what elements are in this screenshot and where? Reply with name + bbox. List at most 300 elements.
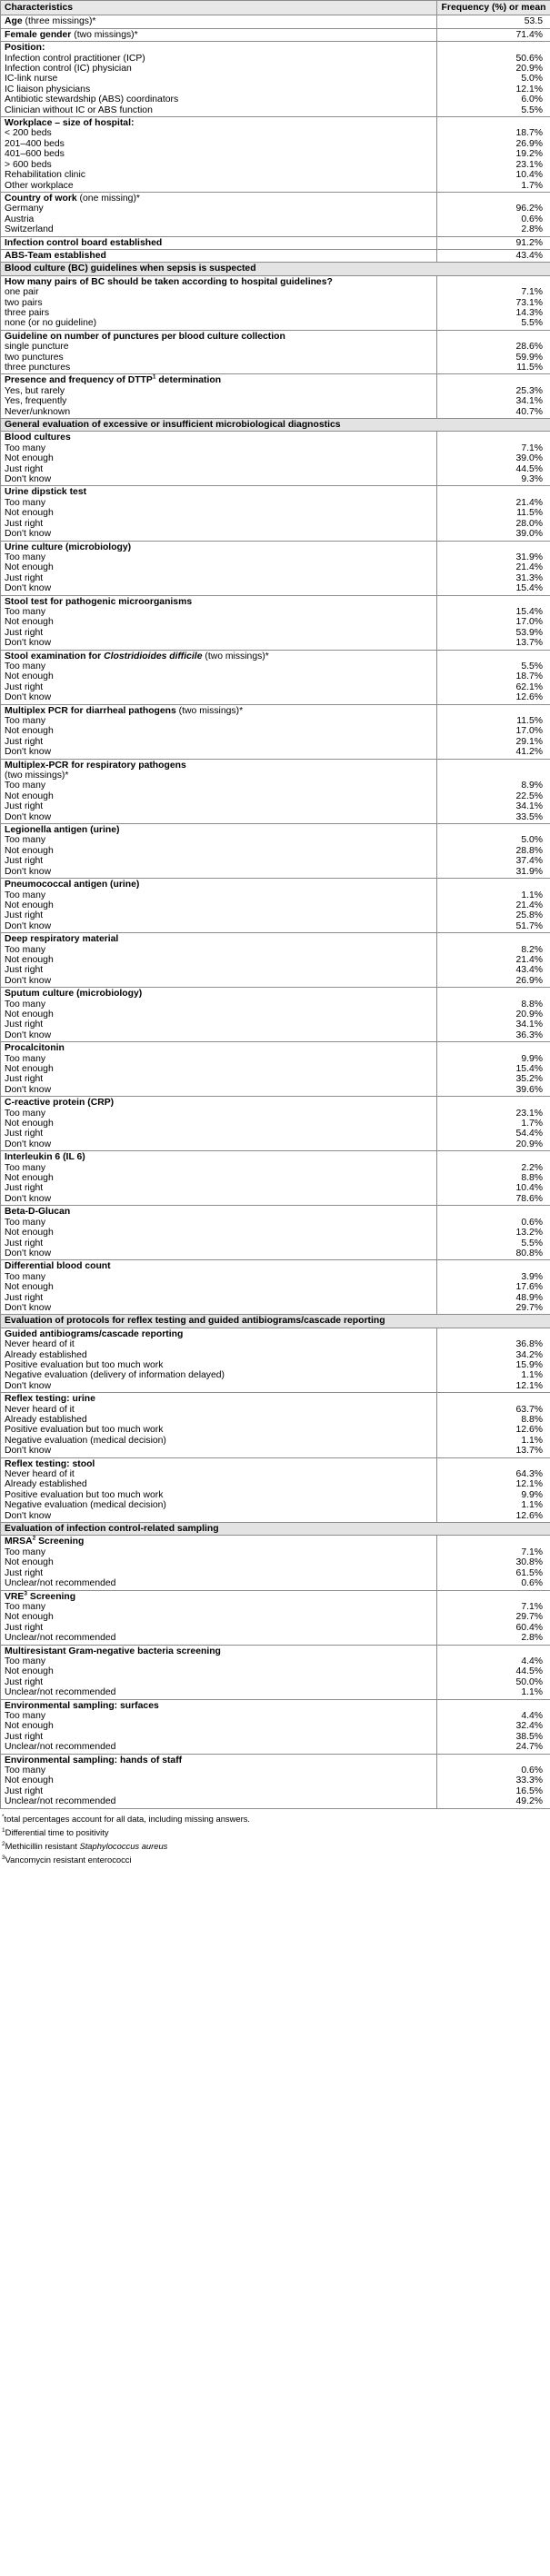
item-label: Negative evaluation (medical decision) <box>5 1435 166 1446</box>
table-body <box>1 15 550 1808</box>
table-row <box>1 1097 550 1151</box>
item-label: Never/unknown <box>5 406 71 417</box>
item-label: Not enough <box>5 954 54 965</box>
table-row <box>1 1590 550 1645</box>
row-label-cell <box>1 249 437 262</box>
item-value: 21.4% <box>515 900 543 910</box>
item-value: 4.4% <box>521 1656 543 1666</box>
table-row <box>1 1042 550 1097</box>
item-label: Never heard of it <box>5 1469 75 1480</box>
title-spacer <box>441 277 543 287</box>
title-spacer <box>441 880 543 890</box>
characteristics-header: Characteristics <box>1 1 437 15</box>
item-label: Just right <box>5 856 44 867</box>
item-value: 18.7% <box>515 671 543 682</box>
row-title-text: Stool examination for <box>5 651 105 661</box>
table-row <box>1 275 550 330</box>
row-title-sup: 3 <box>24 1590 27 1597</box>
item-value: 21.4% <box>515 562 543 573</box>
item-value: 44.5% <box>515 463 543 474</box>
table-row <box>1 236 550 249</box>
item-label: Just right <box>5 518 44 529</box>
table-row <box>1 1393 550 1457</box>
item-value: 5.5% <box>521 661 543 671</box>
row-title-text: Multiresistant Gram-negative bacteria screening <box>5 1646 221 1656</box>
item-label: Not enough <box>5 1775 54 1786</box>
frequency-header: Frequency (%) or mean <box>437 1 550 15</box>
item-label: Just right <box>5 736 44 747</box>
item-label: Too many <box>5 1108 46 1119</box>
row-title-text: VRE <box>5 1591 25 1602</box>
item-value: 0.6% <box>521 1217 543 1228</box>
item-label: Don't know <box>5 1029 52 1040</box>
item-label: Not enough <box>5 1282 54 1293</box>
table-row <box>1 988 550 1042</box>
title-spacer <box>441 194 543 204</box>
item-label: Too many <box>5 552 46 562</box>
item-value: 1.7% <box>521 1119 543 1129</box>
row-title <box>5 251 433 261</box>
item-label: Just right <box>5 1731 44 1742</box>
item-label: Not enough <box>5 617 54 628</box>
row-title <box>5 277 433 287</box>
item-label: Already established <box>5 1415 87 1425</box>
item-value: 41.2% <box>515 747 543 758</box>
item-value: 5.5% <box>521 318 543 329</box>
item-label: Too many <box>5 1547 46 1557</box>
item-label: Not enough <box>5 1009 54 1019</box>
item-label: two pairs <box>5 297 43 308</box>
item-value: 15.4% <box>515 583 543 594</box>
row-label-cell <box>1 988 437 1042</box>
row-title <box>5 1152 433 1162</box>
item-value: 7.1% <box>521 287 543 298</box>
row-title-text: Age <box>5 16 23 27</box>
title-spacer <box>441 706 543 716</box>
row-title-text: Deep respiratory material <box>5 934 119 945</box>
table-row <box>1 28 550 41</box>
item-value: 28.8% <box>515 845 543 856</box>
item-label: Already established <box>5 1349 87 1360</box>
item-value: 50.6% <box>515 53 543 64</box>
item-label: Too many <box>5 890 46 900</box>
row-note: (three missings)* <box>22 16 96 27</box>
row-value: 71.4% <box>515 29 543 40</box>
item-value: 19.2% <box>515 149 543 160</box>
row-label-cell <box>1 1097 437 1151</box>
row-title <box>5 118 433 128</box>
item-value: 25.3% <box>515 385 543 396</box>
item-value: 8.8% <box>521 1173 543 1184</box>
footnote-text: total percentages account for all data, including missing answers. <box>4 1813 250 1824</box>
table-row <box>1 1151 550 1206</box>
row-value-cell <box>437 933 550 988</box>
item-value: 54.4% <box>515 1129 543 1139</box>
row-label-cell <box>1 192 437 236</box>
row-title <box>5 597 433 607</box>
title-spacer <box>441 934 543 944</box>
title-spacer <box>441 1329 543 1339</box>
item-label: Not enough <box>5 791 54 801</box>
item-value: 29.7% <box>515 1612 543 1623</box>
table-row <box>1 1328 550 1392</box>
row-title-after: Screening <box>27 1591 76 1602</box>
item-value: 53.9% <box>515 627 543 638</box>
item-value: 28.0% <box>515 518 543 529</box>
table-row <box>1 249 550 262</box>
item-label: Not enough <box>5 1064 54 1074</box>
item-value: 0.6% <box>521 214 543 224</box>
row-title <box>5 43 433 53</box>
row-title <box>5 375 433 385</box>
item-value: 8.8% <box>521 999 543 1010</box>
item-value: 23.1% <box>515 159 543 170</box>
item-value: 12.1% <box>515 84 543 94</box>
row-label-cell <box>1 1754 437 1808</box>
item-label: Not enough <box>5 508 54 519</box>
item-label: Too many <box>5 1601 46 1612</box>
row-title <box>5 238 433 248</box>
item-label: Infection control (IC) physician <box>5 64 132 75</box>
item-value: 80.8% <box>515 1248 543 1258</box>
item-value: 20.9% <box>515 1139 543 1149</box>
table-row <box>1 1260 550 1315</box>
row-label-cell <box>1 1590 437 1645</box>
row-title-text: C-reactive protein (CRP) <box>5 1098 115 1109</box>
item-value: 7.1% <box>521 1601 543 1612</box>
item-value: 2.8% <box>521 224 543 235</box>
title-spacer <box>441 597 543 607</box>
item-label: Unclear/not recommended <box>5 1742 116 1753</box>
item-label: Too many <box>5 1053 46 1064</box>
item-value: 1.1% <box>521 1370 543 1381</box>
item-label: Too many <box>5 716 46 726</box>
row-value-cell <box>437 824 550 879</box>
row-title <box>5 487 433 497</box>
row-title <box>5 1537 433 1547</box>
item-label: Not enough <box>5 1557 54 1568</box>
item-value: 8.9% <box>521 781 543 791</box>
row-title-text: Urine dipstick test <box>5 487 87 498</box>
item-label: Don't know <box>5 1084 52 1095</box>
row-value-cell <box>437 1097 550 1151</box>
item-value: 9.3% <box>521 474 543 485</box>
title-spacer <box>441 332 543 342</box>
item-label: Never heard of it <box>5 1404 75 1415</box>
row-label-cell <box>1 650 437 704</box>
footnote-marker: 2 <box>2 1840 5 1847</box>
item-label: Not enough <box>5 1119 54 1129</box>
row-value-cell <box>437 1699 550 1754</box>
row-title <box>5 1329 433 1339</box>
item-label: Switzerland <box>5 224 54 235</box>
item-value: 73.1% <box>515 297 543 308</box>
item-label: Yes, but rarely <box>5 385 65 396</box>
item-label: Not enough <box>5 1228 54 1238</box>
title-spacer <box>441 487 543 497</box>
item-label: Don't know <box>5 1193 52 1204</box>
item-value: 39.6% <box>515 1084 543 1095</box>
item-value: 12.1% <box>515 1479 543 1490</box>
row-title-text: Reflex testing: stool <box>5 1458 95 1469</box>
row-label-cell <box>1 486 437 541</box>
title-spacer <box>441 1701 543 1711</box>
item-value: 36.3% <box>515 1029 543 1040</box>
item-label: Positive evaluation but too much work <box>5 1359 164 1370</box>
item-value: 15.4% <box>515 1064 543 1074</box>
row-title-text: Environmental sampling: hands of staff <box>5 1755 183 1765</box>
title-spacer <box>441 1207 543 1217</box>
item-value: 20.9% <box>515 1009 543 1019</box>
item-value: 13.7% <box>515 1446 543 1457</box>
table-row <box>1 1699 550 1754</box>
section-row <box>1 263 550 275</box>
row-label-cell <box>1 759 437 823</box>
row-title-text: Pneumococcal antigen (urine) <box>5 880 140 890</box>
row-title <box>5 761 433 771</box>
item-label: Not enough <box>5 1612 54 1623</box>
item-label: Just right <box>5 1019 44 1030</box>
item-label: Just right <box>5 1676 44 1687</box>
item-value: 16.5% <box>515 1785 543 1796</box>
item-value: 39.0% <box>515 453 543 464</box>
item-label: Too many <box>5 443 46 453</box>
row-label-cell <box>1 1699 437 1754</box>
table-row <box>1 117 550 193</box>
row-value-cell <box>437 595 550 650</box>
item-label: one pair <box>5 287 39 298</box>
item-value: 96.2% <box>515 204 543 214</box>
row-title <box>5 880 433 890</box>
item-label: Unclear/not recommended <box>5 1578 116 1589</box>
row-value-cell <box>437 704 550 759</box>
item-value: 34.2% <box>515 1349 543 1360</box>
row-value-cell <box>437 1590 550 1645</box>
item-label: Just right <box>5 801 44 812</box>
item-label: Not enough <box>5 1721 54 1732</box>
table-row <box>1 595 550 650</box>
title-spacer <box>441 761 543 771</box>
item-label: Just right <box>5 965 44 976</box>
row-title-text: Guided antibiograms/cascade reporting <box>5 1328 184 1339</box>
title-spacer <box>441 542 543 552</box>
item-label: Yes, frequently <box>5 396 67 407</box>
row-title <box>5 651 433 661</box>
row-title-text: Sputum culture (microbiology) <box>5 989 143 1000</box>
row-label-cell <box>1 933 437 988</box>
item-label: Antibiotic stewardship (ABS) coordinators <box>5 94 179 105</box>
footnote-marker: * <box>2 1813 5 1820</box>
item-label: Don't know <box>5 811 52 822</box>
item-value: 35.2% <box>515 1074 543 1085</box>
item-value: 34.1% <box>515 1019 543 1030</box>
row-title-sup: 2 <box>32 1536 36 1542</box>
item-value: 34.1% <box>515 396 543 407</box>
item-value: 10.4% <box>515 1183 543 1194</box>
item-label: Too many <box>5 661 46 671</box>
footnote-text: Methicillin resistant <box>5 1840 80 1851</box>
table-row <box>1 879 550 933</box>
item-value: 25.8% <box>515 910 543 921</box>
item-label: Too many <box>5 1271 46 1282</box>
item-value: 12.6% <box>515 1510 543 1521</box>
item-value: 64.3% <box>515 1469 543 1480</box>
item-value: 33.5% <box>515 811 543 822</box>
item-label: none (or no guideline) <box>5 318 97 329</box>
table-row <box>1 704 550 759</box>
item-label: Just right <box>5 1129 44 1139</box>
row-value-cell <box>437 117 550 193</box>
item-value: 0.6% <box>521 1578 543 1589</box>
footnote <box>2 1814 548 1825</box>
table-row <box>1 541 550 595</box>
item-value: 17.0% <box>515 617 543 628</box>
item-label: Just right <box>5 1622 44 1633</box>
row-value-cell <box>437 249 550 262</box>
section-row <box>1 1315 550 1328</box>
item-value: 21.4% <box>515 954 543 965</box>
row-value-cell <box>437 879 550 933</box>
item-label: Just right <box>5 1292 44 1303</box>
item-value: 8.8% <box>521 1415 543 1425</box>
table-header-row <box>1 1 550 15</box>
item-value: 23.1% <box>515 1108 543 1119</box>
row-title-text: Interleukin 6 (IL 6) <box>5 1152 85 1163</box>
item-value: 13.7% <box>515 638 543 649</box>
item-label: Don't know <box>5 1139 52 1149</box>
item-label: Don't know <box>5 474 52 485</box>
row-title <box>5 706 433 716</box>
title-spacer <box>441 118 543 128</box>
item-value: 12.1% <box>515 1380 543 1391</box>
item-label: Don't know <box>5 583 52 594</box>
row-title <box>5 1394 433 1404</box>
row-value-cell <box>437 1754 550 1808</box>
row-title <box>5 30 433 40</box>
item-label: three pairs <box>5 307 50 318</box>
item-value: 5.5% <box>521 104 543 115</box>
row-label-cell <box>1 432 437 486</box>
table-row <box>1 330 550 374</box>
row-title <box>5 989 433 999</box>
table-row <box>1 42 550 117</box>
table-row <box>1 15 550 28</box>
title-spacer <box>441 651 543 661</box>
row-title-text: Guideline on number of punctures per blood culture collection <box>5 331 285 342</box>
item-value: 31.9% <box>515 866 543 877</box>
section-title: Evaluation of protocols for reflex testing and guided antibiograms/cascade reporting <box>1 1315 550 1328</box>
item-value: 5.5% <box>521 1238 543 1248</box>
item-value: 22.5% <box>515 791 543 801</box>
item-value: 40.7% <box>515 406 543 417</box>
item-value: 30.8% <box>515 1557 543 1568</box>
item-label: Never heard of it <box>5 1339 75 1350</box>
item-value: 63.7% <box>515 1404 543 1415</box>
item-value: 5.0% <box>521 835 543 846</box>
item-label: Too many <box>5 1765 46 1775</box>
item-value: 38.5% <box>515 1731 543 1742</box>
row-title <box>5 16 433 26</box>
item-label: Too many <box>5 944 46 955</box>
item-label: Positive evaluation but too much work <box>5 1425 164 1436</box>
row-value-cell <box>437 432 550 486</box>
item-label: Don't know <box>5 1302 52 1313</box>
item-label: Germany <box>5 204 44 214</box>
row-title-text: Position: <box>5 43 45 54</box>
table-row <box>1 759 550 823</box>
row-title <box>5 1459 433 1469</box>
row-label-cell <box>1 879 437 933</box>
item-label: IC-link nurse <box>5 74 58 85</box>
row-label-cell <box>1 275 437 330</box>
table-row <box>1 486 550 541</box>
item-label: Just right <box>5 1567 44 1578</box>
item-value: 3.9% <box>521 1271 543 1282</box>
row-value-cell <box>437 1206 550 1260</box>
footnote <box>2 1855 548 1865</box>
row-value-cell <box>437 1042 550 1097</box>
item-label: Unclear/not recommended <box>5 1633 116 1644</box>
item-value: 1.1% <box>521 1435 543 1446</box>
table-row <box>1 824 550 879</box>
item-value: 7.1% <box>521 443 543 453</box>
item-label: Don't know <box>5 975 52 986</box>
title-spacer <box>441 825 543 835</box>
row-title-text: Female gender <box>5 29 72 40</box>
item-value: 13.2% <box>515 1228 543 1238</box>
row-title-text: Multiplex-PCR for respiratory pathogens <box>5 760 186 771</box>
title-spacer <box>441 1098 543 1108</box>
row-value-cell <box>437 28 550 41</box>
item-label: Not enough <box>5 671 54 682</box>
item-value: 2.8% <box>521 1633 543 1644</box>
row-title <box>5 433 433 443</box>
title-spacer <box>441 989 543 999</box>
row-label-cell <box>1 374 437 419</box>
item-value: 59.9% <box>515 352 543 363</box>
item-label: Don't know <box>5 866 52 877</box>
item-label: Too many <box>5 1710 46 1721</box>
item-value: 17.0% <box>515 726 543 737</box>
item-value: 1.1% <box>521 890 543 900</box>
item-value: 62.1% <box>515 681 543 692</box>
footnotes <box>0 1809 550 1865</box>
item-value: 17.6% <box>515 1282 543 1293</box>
item-label: 401–600 beds <box>5 149 65 160</box>
row-label-cell <box>1 541 437 595</box>
item-value: 1.7% <box>521 180 543 191</box>
row-title-italic: Clostridioides difficile <box>104 651 203 661</box>
item-value: 49.2% <box>515 1796 543 1807</box>
item-label: Don't know <box>5 692 52 703</box>
row-label-cell <box>1 1151 437 1206</box>
item-value: 5.0% <box>521 74 543 85</box>
table-row <box>1 1457 550 1522</box>
item-value: 29.7% <box>515 1302 543 1313</box>
item-label: Don't know <box>5 1446 52 1457</box>
item-label: Don't know <box>5 1248 52 1258</box>
row-title-text: Workplace – size of hospital: <box>5 118 135 129</box>
table-row <box>1 432 550 486</box>
row-value-cell <box>437 15 550 28</box>
item-label: Unclear/not recommended <box>5 1796 116 1807</box>
item-value: 26.9% <box>515 138 543 149</box>
title-spacer <box>441 1261 543 1271</box>
row-title-text: Procalcitonin <box>5 1043 65 1054</box>
item-label: Too many <box>5 781 46 791</box>
table-row <box>1 1536 550 1590</box>
row-title <box>5 332 433 342</box>
